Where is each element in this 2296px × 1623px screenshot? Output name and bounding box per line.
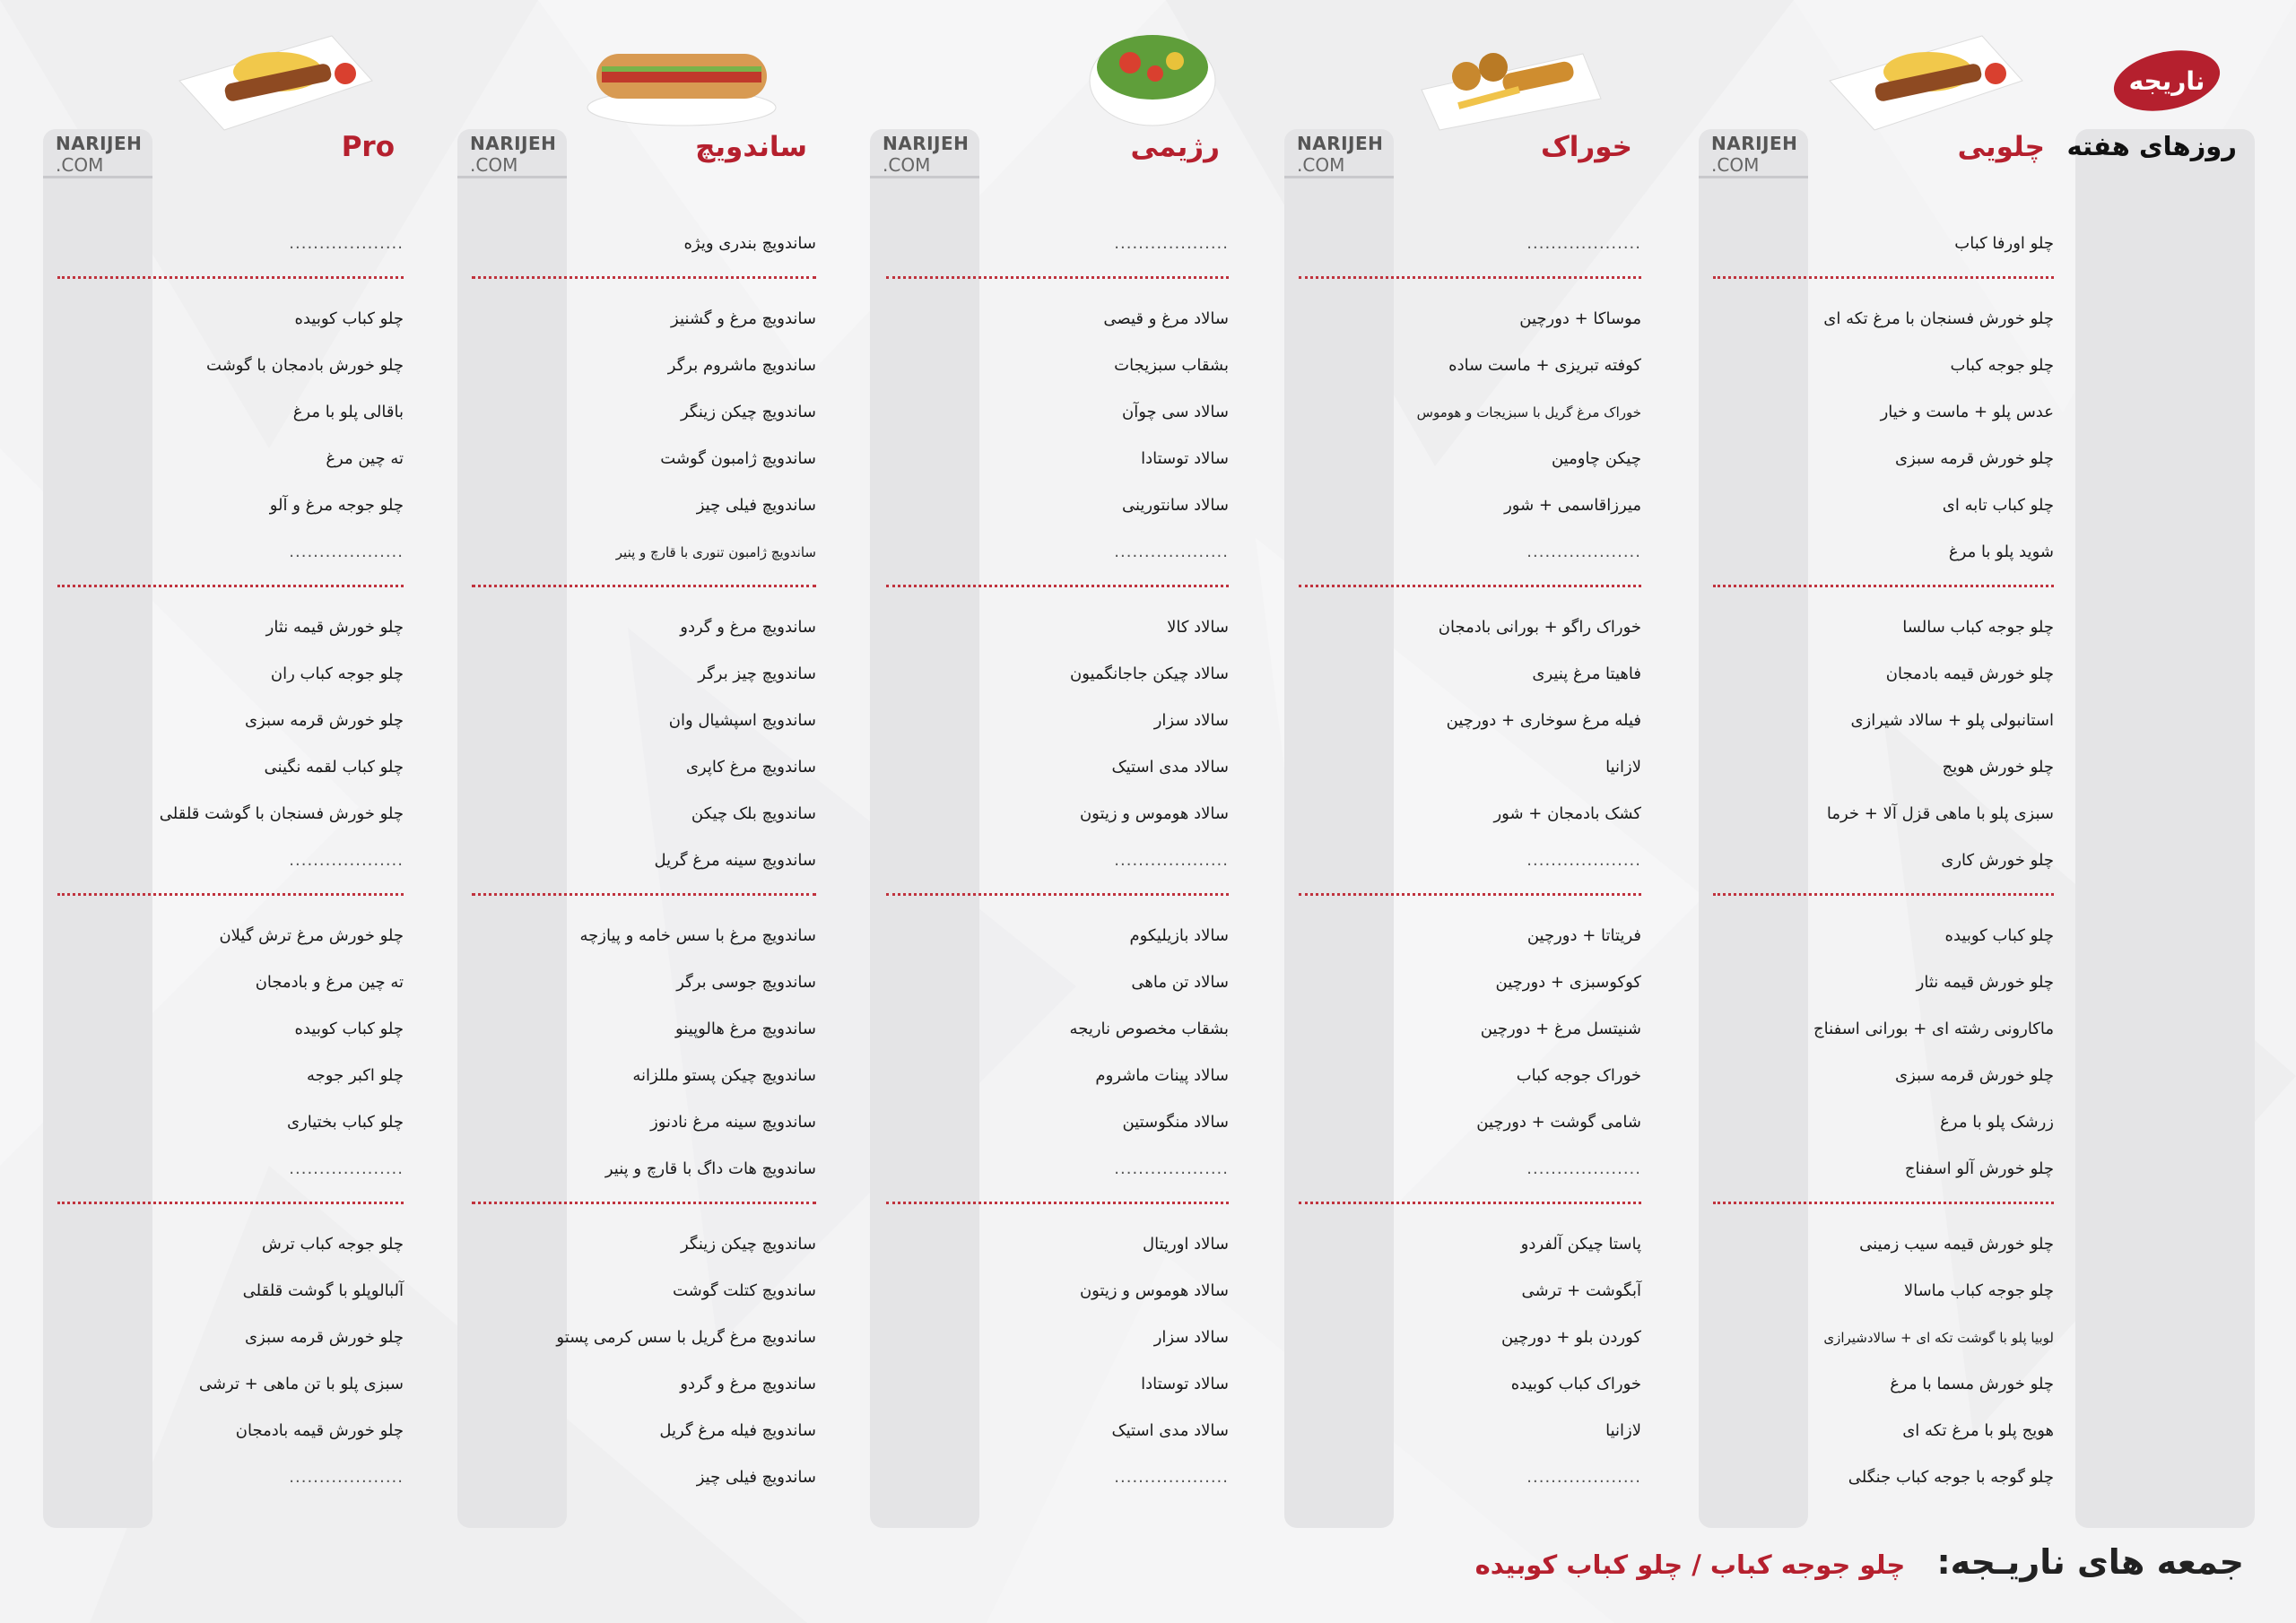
menu-item: فاهیتا مرغ پنیری xyxy=(1532,664,1641,683)
category-title: خوراک xyxy=(1541,131,1632,163)
menu-item: چلو کباب کوبیده xyxy=(1944,926,2054,945)
menu-item: استانبولی پلو + سالاد شیرازی xyxy=(1850,711,2054,730)
menu-item: چلو کباب لقمه نگینی xyxy=(264,758,404,777)
menu-item: سالاد بازیلیکوم xyxy=(1129,926,1229,945)
menu-item: ساندویچ فیله مرغ گریل xyxy=(659,1421,816,1440)
menu-item: چیکن چاومین xyxy=(1551,449,1641,468)
menu-item: چلو خورش قیمه سیب زمینی xyxy=(1859,1235,2054,1254)
menu-item: چلو خورش قیمه نثار xyxy=(265,618,404,637)
empty-slot-placeholder: ................... xyxy=(1114,1159,1229,1178)
brand-tag-top: NARIJEH xyxy=(1297,133,1384,154)
menu-item: چلو گوجه با جوجه کباب جنگلی xyxy=(1848,1468,2054,1487)
menu-item: فیله مرغ سوخاری + دورچین xyxy=(1446,711,1641,730)
empty-slot-placeholder: ................... xyxy=(1114,851,1229,870)
empty-slot-placeholder: ................... xyxy=(289,1468,404,1487)
menu-item: آلبالوپلو با گوشت قلقلی xyxy=(242,1281,404,1300)
menu-item: چلو کباب بختیاری xyxy=(286,1113,404,1132)
menu-item: ساندویچ مرغ گریل با سس کرمی پستو xyxy=(556,1328,816,1347)
empty-slot-placeholder: ................... xyxy=(1526,1468,1641,1487)
menu-item: چلو خورش قرمه سبزی xyxy=(1894,449,2054,468)
menu-item: ساندویچ ماشروم برگر xyxy=(667,356,816,375)
menu-item: چلو خورش قیمه بادمجان xyxy=(235,1421,404,1440)
menu-item: چلو خورش قرمه سبزی xyxy=(244,711,404,730)
menu-item: ساندویچ فیلی چیز xyxy=(696,496,816,515)
menu-item: چلو خورش قرمه سبزی xyxy=(1894,1066,2054,1085)
menu-item: چلو جوجه کباب xyxy=(1950,356,2054,375)
menu-item: سالاد مرغ و قیصی xyxy=(1103,309,1229,328)
menu-item: لازانیا xyxy=(1605,758,1641,777)
empty-slot-placeholder: ................... xyxy=(289,851,404,870)
menu-item: پاستا چیکن آلفردو xyxy=(1520,1235,1641,1254)
menu-item: سالاد پینات ماشروم xyxy=(1095,1066,1229,1085)
menu-item: چلو خورش فسنجان با گوشت قلقلی xyxy=(159,804,404,823)
menu-item: لازانیا xyxy=(1605,1421,1641,1440)
menu-item: چلو جوجه مرغ و آلو xyxy=(269,496,404,515)
menu-item: چلو خورش قیمه نثار xyxy=(1916,973,2054,992)
menu-item: سالاد سزار xyxy=(1153,1328,1229,1347)
menu-item: چلو خورش آلو اسفناج xyxy=(1904,1159,2054,1178)
menu-item: ساندویچ چیز برگر xyxy=(698,664,816,683)
menu-item: سبزی پلو با ماهی قزل آلا + خرما xyxy=(1826,804,2054,823)
menu-item: سالاد سانتورینی xyxy=(1121,496,1229,515)
menu-item: شامی گوشت + دورچین xyxy=(1476,1113,1641,1132)
brand-tag-bottom: .COM xyxy=(56,154,104,176)
menu-item: ساندویچ بندری ویژه xyxy=(683,234,816,253)
menu-item: سالاد مدی استیک xyxy=(1111,1421,1229,1440)
menu-item: چلو خورش مرغ ترش گیلان xyxy=(219,926,404,945)
friday-value: چلو جوجه کباب / چلو کباب کوبیده xyxy=(1474,1549,1906,1580)
menu-item: چلو خورش مسما با مرغ xyxy=(1890,1375,2054,1393)
category-title: چلویی xyxy=(1957,131,2045,163)
week-separator xyxy=(57,276,404,279)
menu-item: ساندویچ هات داگ با قارچ و پنیر xyxy=(604,1159,816,1178)
menu-item: سالاد اوریتال xyxy=(1143,1235,1229,1254)
menu-item: سالاد سزار xyxy=(1153,711,1229,730)
menu-item: کوکوسبزی + دورچین xyxy=(1495,973,1641,992)
menu-item: چلو خورش کاری xyxy=(1941,851,2054,870)
menu-item: کشک بادمجان + شور xyxy=(1493,804,1641,823)
menu-item: ساندویچ چیکن زینگر xyxy=(681,1235,816,1254)
menu-item: ساندویچ جوسی برگر xyxy=(676,973,816,992)
menu-item: چلو خورش قرمه سبزی xyxy=(244,1328,404,1347)
menu-item: چلو جوجه کباب ماسالا xyxy=(1903,1281,2054,1300)
week-separator xyxy=(57,585,404,587)
menu-item: کوفته تبریزی + ماست ساده xyxy=(1448,356,1641,375)
menu-item: ساندویچ مرغ کاپری xyxy=(685,758,816,777)
empty-slot-placeholder: ................... xyxy=(289,1159,404,1178)
menu-item: ساندویچ کتلت گوشت xyxy=(672,1281,816,1300)
menu-item: سالاد مدی استیک xyxy=(1111,758,1229,777)
brand-tag-divider xyxy=(43,176,152,178)
empty-slot-placeholder: ................... xyxy=(289,542,404,561)
kebab-plate-image xyxy=(170,18,377,135)
menu-item: چلو کباب کوبیده xyxy=(294,1020,404,1038)
menu-item: چلو کباب کوبیده xyxy=(294,309,404,328)
menu-item: چلو خورش هویج xyxy=(1942,758,2054,777)
week-separator xyxy=(57,893,404,896)
menu-item: سالاد توستادا xyxy=(1141,1375,1229,1393)
menu-item: بشقاب مخصوص ناریجه xyxy=(1069,1020,1229,1038)
menu-item: شوید پلو با مرغ xyxy=(1948,542,2054,561)
menu-item: سالاد هوموس و زیتون xyxy=(1079,1281,1229,1300)
menu-item: چلو کباب تابه ای xyxy=(1942,496,2054,515)
menu-item: ماکارونی رشته ای + بورانی اسفناج xyxy=(1813,1020,2054,1038)
menu-item: سالاد هوموس و زیتون xyxy=(1079,804,1229,823)
days-header: روزهای هفته xyxy=(2066,131,2237,161)
menu-item: ساندویچ چیکن زینگر xyxy=(681,403,816,421)
category-title: Pro xyxy=(341,131,395,163)
empty-slot-placeholder: ................... xyxy=(1526,234,1641,253)
menu-item: زرشک پلو با مرغ xyxy=(1940,1113,2054,1132)
menu-item: شنیتسل مرغ + دورچین xyxy=(1480,1020,1641,1038)
menu-item: خوراک کباب کوبیده xyxy=(1510,1375,1641,1393)
menu-item: کوردن بلو + دورچین xyxy=(1501,1328,1641,1347)
menu-item: ته چین مرغ xyxy=(326,449,404,468)
empty-slot-placeholder: ................... xyxy=(289,234,404,253)
menu-item: هویج پلو با مرغ تکه ای xyxy=(1902,1421,2054,1440)
brand-tag-top: NARIJEH xyxy=(470,133,557,154)
brand-tag-top: NARIJEH xyxy=(1711,133,1798,154)
brand-tag-bottom: .COM xyxy=(1297,154,1345,176)
brand-tag-top: NARIJEH xyxy=(56,133,143,154)
empty-slot-placeholder: ................... xyxy=(1114,1468,1229,1487)
menu-item: ساندویچ مرغ و گشنیز xyxy=(671,309,816,328)
menu-item: چلو جوجه کباب ترش xyxy=(261,1235,404,1254)
menu-item: باقالی پلو با مرغ xyxy=(292,403,404,421)
narijeh-logo xyxy=(2109,43,2235,115)
empty-slot-placeholder: ................... xyxy=(1526,851,1641,870)
menu-item: آبگوشت + ترشی xyxy=(1521,1281,1641,1300)
menu-item: ساندویچ مرغ و گردو xyxy=(680,1375,816,1393)
menu-item: خوراک جوجه کباب xyxy=(1516,1066,1641,1085)
menu-item: ساندویچ چیکن پستو مللزانه xyxy=(632,1066,816,1085)
week-separator xyxy=(57,1202,404,1204)
category-title: رژیمی xyxy=(1130,131,1220,163)
menu-item: چلو اکبر جوجه xyxy=(307,1066,404,1085)
menu-item: خوراک راگو + بورانی بادمجان xyxy=(1438,618,1641,637)
menu-item: فریتاتا + دورچین xyxy=(1526,926,1641,945)
menu-item: سالاد سی چوآن xyxy=(1121,403,1229,421)
menu-item: سالاد توستادا xyxy=(1141,449,1229,468)
menu-item: عدس پلو + ماست و خیار xyxy=(1880,403,2054,421)
menu-item: موساکا + دورچین xyxy=(1519,309,1641,328)
menu-item: خوراک مرغ گریل با سبزیجات و هوموس xyxy=(1416,404,1641,421)
brand-tag-bottom: .COM xyxy=(883,154,931,176)
menu-item: ساندویچ اسپشیال وان xyxy=(668,711,816,730)
brand-tag-top: NARIJEH xyxy=(883,133,970,154)
brand-tag-bottom: .COM xyxy=(470,154,518,176)
menu-item: چلو خورش قیمه بادمجان xyxy=(1885,664,2054,683)
menu-item: میرزاقاسمی + شور xyxy=(1504,496,1641,515)
empty-slot-placeholder: ................... xyxy=(1114,234,1229,253)
menu-item: ساندویچ ژامبون تنوری با قارچ و پنیر xyxy=(615,544,816,560)
menu-item: ساندویچ فیلی چیز xyxy=(696,1468,816,1487)
menu-item: ساندویچ ژامبون گوشت xyxy=(660,449,816,468)
menu-item: سالاد چیکن جاجانگمیون xyxy=(1069,664,1229,683)
menu-item: سبزی پلو با تن ماهی + ترشی xyxy=(198,1375,404,1393)
menu-item: لوبیا پلو با گوشت تکه ای + سالادشیرازی xyxy=(1823,1330,2054,1346)
menu-item: ساندویچ مرغ و گردو xyxy=(680,618,816,637)
menu-item: ساندویچ سینه مرغ نادنوز xyxy=(650,1113,816,1132)
menu-item: ته چین مرغ و بادمجان xyxy=(255,973,404,992)
menu-item: ساندویچ مرغ هالوپینو xyxy=(674,1020,816,1038)
empty-slot-placeholder: ................... xyxy=(1526,1159,1641,1178)
empty-slot-placeholder: ................... xyxy=(1526,542,1641,561)
menu-item: چلو خورش بادمجان با گوشت xyxy=(206,356,404,375)
brand-tag-bottom: .COM xyxy=(1711,154,1760,176)
menu-item: چلو جوجه کباب سالسا xyxy=(1902,618,2054,637)
menu-item: سالاد کالا xyxy=(1167,618,1229,637)
menu-item: ساندویچ سینه مرغ گریل xyxy=(654,851,816,870)
menu-item: چلو جوجه کباب ران xyxy=(270,664,404,683)
empty-slot-placeholder: ................... xyxy=(1114,542,1229,561)
category-title: ساندویچ xyxy=(695,131,807,163)
menu-item: سالاد تن ماهی xyxy=(1131,973,1229,992)
menu-item: چلو خورش فسنجان با مرغ تکه ای xyxy=(1823,309,2054,328)
svg-text:ناریجه: ناریجه xyxy=(2128,66,2205,96)
menu-item: ساندویچ مرغ با سس خامه و پیازچه xyxy=(579,926,816,945)
menu-item: سالاد منگوستین xyxy=(1122,1113,1229,1132)
menu-item: چلو اورفا کباب xyxy=(1954,234,2054,253)
menu-item: ساندویچ بلک چیکن xyxy=(691,804,816,823)
menu-item: بشقاب سبزیجات xyxy=(1114,356,1229,375)
brand-tag-column xyxy=(43,129,152,1528)
friday-note xyxy=(1475,1542,2244,1582)
friday-label: جمعه های ناریـجه: xyxy=(1936,1542,2244,1582)
